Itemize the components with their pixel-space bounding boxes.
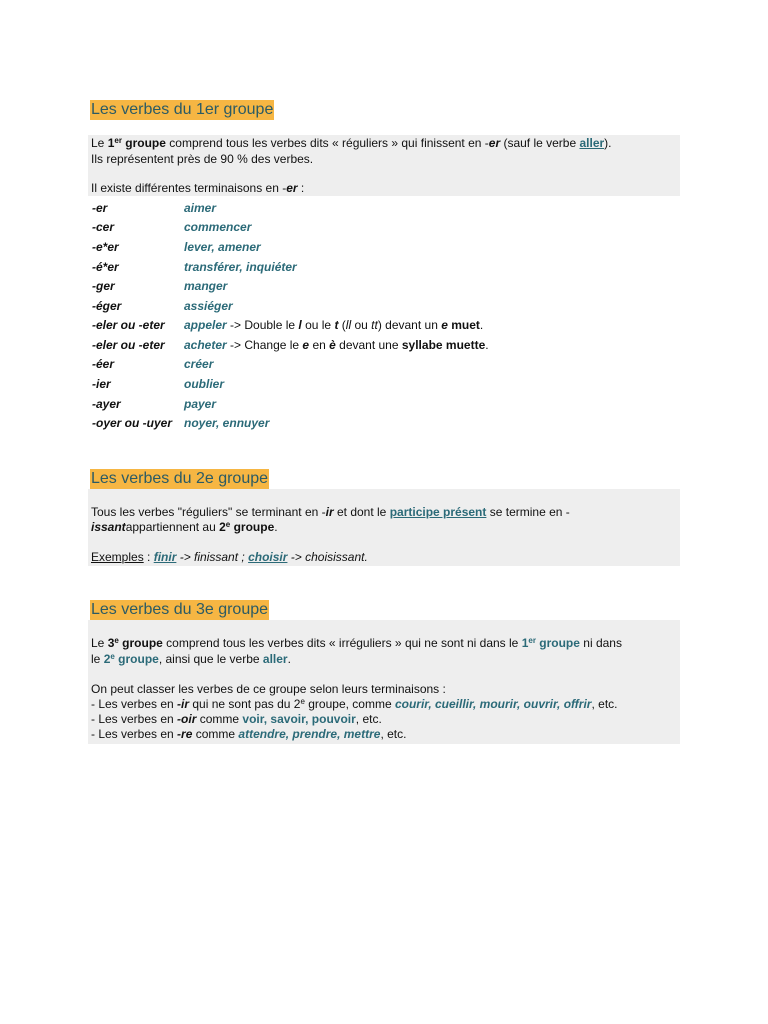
text: -eler ou -eter <box>92 318 165 332</box>
link-aller[interactable]: aller <box>262 652 288 666</box>
superscript: er <box>528 636 536 645</box>
section-3-line-4 <box>91 697 618 712</box>
text: 3 <box>107 636 115 650</box>
text: muet <box>447 318 480 332</box>
text: . <box>479 318 484 332</box>
text: , ainsi que le verbe <box>158 652 263 666</box>
text: 1 <box>107 136 115 150</box>
example-verb-cell <box>184 318 483 333</box>
termination-cell <box>92 397 121 412</box>
superscript: er <box>114 136 122 145</box>
section-3-line-6 <box>91 727 406 742</box>
text: ( <box>338 318 346 332</box>
text: 2 <box>103 652 111 666</box>
text: Il existe différentes terminaisons en - <box>91 181 287 195</box>
text: ) devant un <box>377 318 442 332</box>
termination-cell <box>92 299 121 314</box>
text: (sauf le verbe <box>500 136 580 150</box>
text: comprend tous les verbes dits « réguliers » qui finissent en - <box>165 136 489 150</box>
section-2-heading: Les verbes du 2e groupe <box>91 470 269 487</box>
text: : <box>143 550 154 564</box>
text: groupe <box>230 520 275 534</box>
superscript: e <box>110 652 115 661</box>
text: qui ne sont pas du 2 <box>189 697 301 711</box>
termination-cell <box>92 357 114 372</box>
text: -éer <box>92 357 115 371</box>
section-3-line-3: On peut classer les verbes de ce groupe selon leurs terminaisons : <box>91 682 446 696</box>
text: comme <box>196 712 243 726</box>
text: -ger <box>92 279 115 293</box>
text: en <box>309 338 330 352</box>
text: -er <box>92 201 108 215</box>
text: groupe <box>535 636 580 650</box>
superscript: e <box>300 697 305 706</box>
text: è <box>329 338 336 352</box>
text: -> Change le <box>226 338 303 352</box>
text: -ayer <box>92 397 121 411</box>
text: -e*er <box>92 240 119 254</box>
section-1-line-2: Ils représentent près de 90 % des verbes. <box>91 152 314 166</box>
text: , etc. <box>380 727 407 741</box>
text: ). <box>604 136 612 150</box>
termination-cell <box>92 220 114 235</box>
text: . <box>485 338 489 352</box>
text: -re <box>177 727 193 741</box>
examples-label: Exemples <box>91 550 144 564</box>
section-2-examples <box>91 550 368 565</box>
example-verb-cell: noyer, ennuyer <box>184 416 270 430</box>
section-3-line-1 <box>91 636 622 651</box>
text: -éger <box>92 299 122 313</box>
text: . <box>287 652 291 666</box>
example-verb-cell: manger <box>184 279 228 293</box>
text: -oyer ou -uyer <box>92 416 173 430</box>
text: e <box>302 338 310 352</box>
text: 2 <box>219 520 226 534</box>
text: voir, savoir, pouvoir <box>242 712 356 726</box>
text: -ier <box>92 377 111 391</box>
link-choisir[interactable]: choisir <box>248 550 288 564</box>
text: issant <box>91 520 126 534</box>
section-1-heading: Les verbes du 1er groupe <box>91 101 274 118</box>
section-2-line-1 <box>91 505 570 520</box>
example-verb-cell: commencer <box>184 220 252 234</box>
text: se termine en - <box>486 505 570 519</box>
section-3-heading: Les verbes du 3e groupe <box>91 601 269 618</box>
termination-cell <box>92 338 165 353</box>
text: -ir <box>177 697 190 711</box>
example-verb-cell: payer <box>184 397 217 411</box>
text: groupe <box>114 652 159 666</box>
section-2-line-2 <box>91 520 278 535</box>
text: - Les verbes en <box>91 727 178 741</box>
text: e <box>441 318 448 332</box>
termination-cell <box>92 416 172 431</box>
text: l <box>298 318 302 332</box>
example-verb-cell: transférer, inquiéter <box>184 260 297 274</box>
text: Tous les verbes "réguliers" se terminant en - <box>91 505 326 519</box>
termination-cell <box>92 377 111 392</box>
termination-cell <box>92 201 107 216</box>
text: attendre, prendre, mettre <box>238 727 381 741</box>
example-verb-cell: aimer <box>184 201 217 215</box>
text: -> Double le <box>226 318 299 332</box>
text: Le <box>91 136 108 150</box>
text: -cer <box>92 220 115 234</box>
text: t <box>334 318 339 332</box>
text: ou le <box>301 318 335 332</box>
text: - Les verbes en <box>91 697 178 711</box>
text: Le <box>91 636 108 650</box>
link-aller[interactable]: aller <box>579 136 605 150</box>
section-3-line-5 <box>91 712 382 727</box>
text: , etc. <box>591 697 618 711</box>
termination-cell <box>92 260 119 275</box>
superscript: e <box>114 636 119 645</box>
section-1-intro-line <box>91 136 612 151</box>
text: comme <box>192 727 239 741</box>
text: -eler ou -eter <box>92 338 165 352</box>
text: syllabe muette <box>401 338 486 352</box>
text: groupe <box>118 636 163 650</box>
text: appartiennent au <box>125 520 220 534</box>
section-1-line-3 <box>91 181 304 196</box>
example-verb-cell: créer <box>184 357 214 371</box>
text: , etc. <box>355 712 382 726</box>
section-3-line-2 <box>91 652 291 667</box>
text: . <box>274 520 278 534</box>
text: - Les verbes en <box>91 712 178 726</box>
text: -> finissant ; <box>176 550 249 564</box>
text: et dont le <box>333 505 390 519</box>
example-verb-cell: oublier <box>184 377 225 391</box>
example-verb-cell: lever, amener <box>184 240 261 254</box>
text: le <box>91 652 104 666</box>
text: ou <box>351 318 372 332</box>
text: acheter <box>184 338 227 352</box>
link-participe-present[interactable]: participe présent <box>389 505 487 519</box>
example-verb-cell <box>184 338 489 353</box>
text: tt <box>371 318 378 332</box>
text: devant une <box>335 338 402 352</box>
termination-cell <box>92 279 115 294</box>
text: -> choisissant. <box>287 550 368 564</box>
link-2e-groupe[interactable] <box>104 652 159 666</box>
text: er <box>488 136 501 150</box>
text: courir, cueillir, mourir, ouvrir, offrir <box>394 697 592 711</box>
text: -é*er <box>92 260 119 274</box>
text: ll <box>345 318 352 332</box>
text: groupe <box>121 136 166 150</box>
link-finir[interactable]: finir <box>153 550 177 564</box>
text: appeler <box>184 318 227 332</box>
text: -oir <box>177 712 197 726</box>
link-1er-groupe[interactable] <box>522 636 580 650</box>
text: comprend tous les verbes dits « irréguliers » qui ne sont ni dans le <box>162 636 522 650</box>
superscript: e <box>225 520 231 529</box>
termination-cell <box>92 318 165 333</box>
text: groupe, comme <box>304 697 395 711</box>
text: 1 <box>521 636 529 650</box>
termination-cell <box>92 240 119 255</box>
text: ir <box>325 505 334 519</box>
text: : <box>297 181 305 195</box>
text: ni dans <box>579 636 622 650</box>
example-verb-cell: assiéger <box>184 299 233 313</box>
text: er <box>286 181 298 195</box>
